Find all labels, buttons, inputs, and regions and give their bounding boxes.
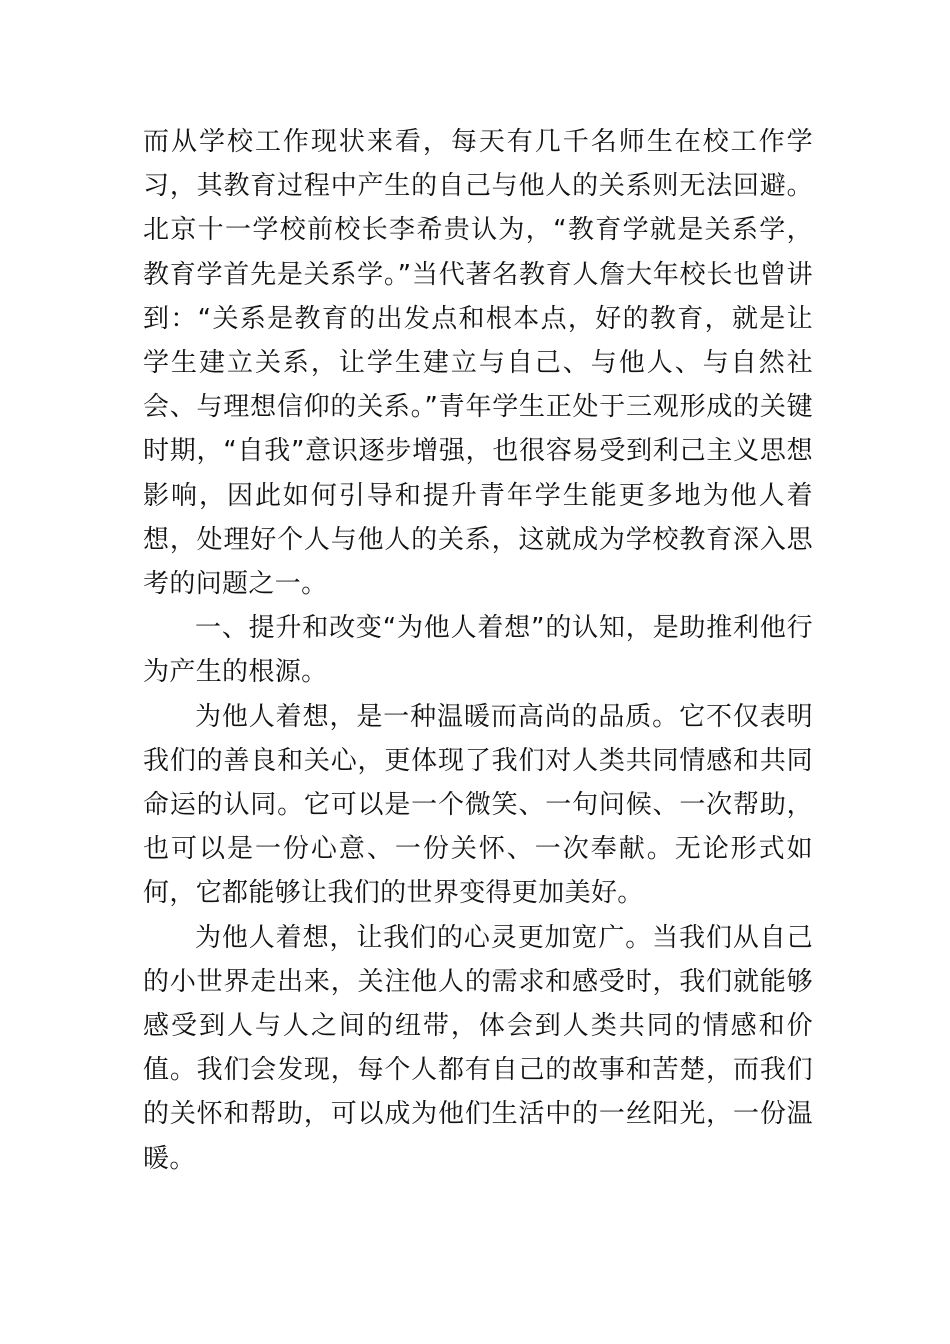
document-body xyxy=(143,120,813,1181)
paragraph-broad-heart: 为他人着想，让我们的心灵更加宽广。当我们从自己的小世界走出来，关注他人的需求和感受时，我们就能够感受到人与人之间的纽带，体会到人类共同的情感和价值。我们会发现，每个人都有自己的故事和苦楚，而我们的关怀和帮助，可以成为他们生活中的一丝阳光，一份温暖。 xyxy=(143,922,813,1174)
paragraph-warmth: 为他人着想，是一种温暖而高尚的品质。它不仅表明我们的善良和关心，更体现了我们对人类共同情感和共同命运的认同。它可以是一个微笑、一句问候、一次帮助，也可以是一份心意、一份关怀、一次奉献。无论形式如何，它都能够让我们的世界变得更加美好。 xyxy=(143,701,813,909)
section-heading-1: 一、提升和改变“为他人着想”的认知，是助推利他行为产生的根源。 xyxy=(143,613,813,688)
paragraph-intro: 而从学校工作现状来看，每天有几千名师生在校工作学习，其教育过程中产生的自己与他人的关系则无法回避。北京十一学校前校长李希贵认为，“教育学就是关系学，教育学首先是关系学。”当代著名教育人詹大年校长也曾讲到：“关系是教育的出发点和根本点，好的教育，就是让学生建立关系，让学生建立与自己、与他人、与自然社会、与理想信仰的关系。”青年学生正处于三观形成的关键时期，“自我”意识逐步增强，也很容易受到利己主义思想影响，因此如何引导和提升青年学生能更多地为他人着想，处理好个人与他人的关系，这就成为学校教育深入思考的问题之一。 xyxy=(143,127,813,600)
